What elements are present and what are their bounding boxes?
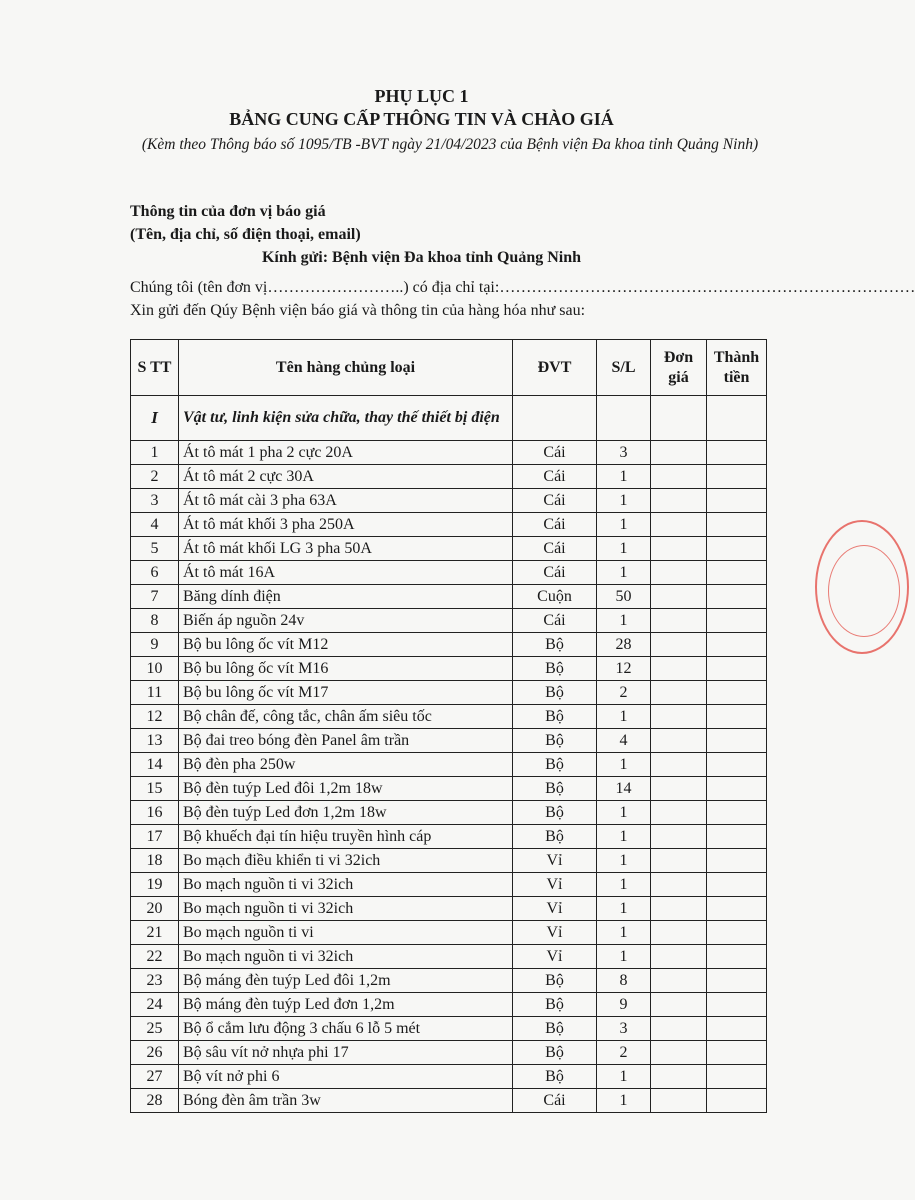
row-name: Bộ bu lông ốc vít M17 xyxy=(179,681,513,705)
row-total xyxy=(707,1017,767,1041)
row-price xyxy=(651,561,707,585)
row-price xyxy=(651,921,707,945)
row-unit: Bộ xyxy=(513,825,597,849)
row-total xyxy=(707,969,767,993)
row-qty: 1 xyxy=(597,801,651,825)
row-total xyxy=(707,633,767,657)
row-unit: Bộ xyxy=(513,753,597,777)
row-name: Bộ máng đèn tuýp Led đôi 1,2m xyxy=(179,969,513,993)
row-qty: 50 xyxy=(597,585,651,609)
row-stt: 4 xyxy=(131,513,179,537)
row-name: Bộ đèn pha 250w xyxy=(179,753,513,777)
row-price xyxy=(651,873,707,897)
document-title: BẢNG CUNG CẤP THÔNG TIN VÀ CHÀO GIÁ xyxy=(229,109,614,129)
row-total xyxy=(707,705,767,729)
greeting: Kính gửi: Bệnh viện Đa khoa tỉnh Quảng Ninh xyxy=(261,249,582,266)
row-unit: Bộ xyxy=(513,993,597,1017)
table-row xyxy=(131,489,767,513)
row-price xyxy=(651,609,707,633)
table-row xyxy=(131,1065,767,1089)
row-name: Bo mạch nguồn ti vi 32ich xyxy=(179,897,513,921)
row-price xyxy=(651,897,707,921)
row-name: Bo mạch nguồn ti vi 32ich xyxy=(179,873,513,897)
table-row xyxy=(131,753,767,777)
row-stt: 2 xyxy=(131,465,179,489)
row-name: Bo mạch nguồn ti vi xyxy=(179,921,513,945)
row-qty: 1 xyxy=(597,825,651,849)
table-row xyxy=(131,705,767,729)
row-name: Biến áp nguồn 24v xyxy=(179,609,513,633)
row-total xyxy=(707,609,767,633)
intro-dots: …………………………………………………………………… xyxy=(499,279,915,296)
table-row xyxy=(131,777,767,801)
row-qty: 1 xyxy=(597,609,651,633)
items-table xyxy=(130,339,767,1113)
group-total xyxy=(707,396,767,441)
row-price xyxy=(651,585,707,609)
row-name: Át tô mát khối LG 3 pha 50A xyxy=(179,537,513,561)
row-stt: 24 xyxy=(131,993,179,1017)
row-total xyxy=(707,1089,767,1113)
row-stt: 28 xyxy=(131,1089,179,1113)
row-unit: Vỉ xyxy=(513,921,597,945)
row-price xyxy=(651,1041,707,1065)
appendix-title: PHỤ LỤC 1 xyxy=(374,86,469,106)
row-total xyxy=(707,921,767,945)
row-stt: 25 xyxy=(131,1017,179,1041)
row-total xyxy=(707,849,767,873)
row-stt: 20 xyxy=(131,897,179,921)
row-name: Át tô mát 2 cực 30A xyxy=(179,465,513,489)
row-total xyxy=(707,801,767,825)
row-unit: Bộ xyxy=(513,1065,597,1089)
row-stt: 10 xyxy=(131,657,179,681)
table-row xyxy=(131,1017,767,1041)
row-total xyxy=(707,897,767,921)
row-qty: 1 xyxy=(597,897,651,921)
row-price xyxy=(651,945,707,969)
row-unit: Bộ xyxy=(513,729,597,753)
row-unit: Vỉ xyxy=(513,897,597,921)
table-row xyxy=(131,873,767,897)
row-stt: 11 xyxy=(131,681,179,705)
row-qty: 1 xyxy=(597,873,651,897)
row-price xyxy=(651,1065,707,1089)
row-name: Bóng đèn âm trần 3w xyxy=(179,1089,513,1113)
intro-request: Xin gửi đến Qúy Bệnh viện báo giá và thông tin của hàng hóa như sau: xyxy=(130,302,586,319)
group-unit xyxy=(513,396,597,441)
row-stt: 12 xyxy=(131,705,179,729)
row-qty: 1 xyxy=(597,705,651,729)
row-stt: 6 xyxy=(131,561,179,585)
table-row xyxy=(131,825,767,849)
row-qty: 4 xyxy=(597,729,651,753)
table-row xyxy=(131,681,767,705)
row-name: Bộ vít nở phi 6 xyxy=(179,1065,513,1089)
row-price xyxy=(651,681,707,705)
row-stt: 17 xyxy=(131,825,179,849)
row-name: Át tô mát 16A xyxy=(179,561,513,585)
row-qty: 1 xyxy=(597,465,651,489)
table-row xyxy=(131,945,767,969)
row-price xyxy=(651,777,707,801)
row-unit: Bộ xyxy=(513,681,597,705)
row-total xyxy=(707,489,767,513)
row-qty: 3 xyxy=(597,1017,651,1041)
col-stt: S TT xyxy=(131,340,179,396)
table-row xyxy=(131,633,767,657)
row-unit: Bộ xyxy=(513,1041,597,1065)
row-total xyxy=(707,1041,767,1065)
row-price xyxy=(651,441,707,465)
row-unit: Cái xyxy=(513,609,597,633)
group-name: Vật tư, linh kiện sửa chữa, thay thế thiết bị điện xyxy=(179,396,513,441)
table-row xyxy=(131,1089,767,1113)
row-name: Bộ đèn tuýp Led đơn 1,2m 18w xyxy=(179,801,513,825)
table-row xyxy=(131,729,767,753)
row-stt: 1 xyxy=(131,441,179,465)
row-qty: 28 xyxy=(597,633,651,657)
row-price xyxy=(651,513,707,537)
vendor-info-fields: (Tên, địa chỉ, số điện thoại, email) xyxy=(130,226,361,243)
row-total xyxy=(707,561,767,585)
row-total xyxy=(707,753,767,777)
row-price xyxy=(651,1089,707,1113)
row-name: Bộ chân đế, công tắc, chân ấm siêu tốc xyxy=(179,705,513,729)
table-row xyxy=(131,441,767,465)
row-price xyxy=(651,537,707,561)
row-price xyxy=(651,1017,707,1041)
row-qty: 12 xyxy=(597,657,651,681)
row-name: Bộ đèn tuýp Led đôi 1,2m 18w xyxy=(179,777,513,801)
table-row xyxy=(131,657,767,681)
row-total xyxy=(707,777,767,801)
row-unit: Vỉ xyxy=(513,873,597,897)
row-stt: 21 xyxy=(131,921,179,945)
row-stt: 14 xyxy=(131,753,179,777)
row-unit: Bộ xyxy=(513,777,597,801)
table-row xyxy=(131,993,767,1017)
row-price xyxy=(651,489,707,513)
row-qty: 1 xyxy=(597,561,651,585)
row-stt: 15 xyxy=(131,777,179,801)
row-qty: 9 xyxy=(597,993,651,1017)
row-qty: 1 xyxy=(597,537,651,561)
row-unit: Bộ xyxy=(513,657,597,681)
row-price xyxy=(651,657,707,681)
row-total xyxy=(707,537,767,561)
col-total: Thành tiền xyxy=(707,340,767,396)
row-price xyxy=(651,969,707,993)
row-stt: 9 xyxy=(131,633,179,657)
row-total xyxy=(707,441,767,465)
row-unit: Cái xyxy=(513,465,597,489)
row-unit: Bộ xyxy=(513,801,597,825)
row-unit: Cái xyxy=(513,513,597,537)
table-row xyxy=(131,537,767,561)
row-unit: Cuộn xyxy=(513,585,597,609)
row-unit: Bộ xyxy=(513,969,597,993)
row-qty: 1 xyxy=(597,753,651,777)
table-row xyxy=(131,465,767,489)
row-total xyxy=(707,513,767,537)
table-row xyxy=(131,849,767,873)
table-group-row xyxy=(131,396,767,441)
row-unit: Cái xyxy=(513,537,597,561)
row-stt: 13 xyxy=(131,729,179,753)
row-name: Át tô mát 1 pha 2 cực 20A xyxy=(179,441,513,465)
row-price xyxy=(651,849,707,873)
row-stt: 26 xyxy=(131,1041,179,1065)
row-name: Băng dính điện xyxy=(179,585,513,609)
row-name: Bộ sâu vít nở nhựa phi 17 xyxy=(179,1041,513,1065)
row-stt: 18 xyxy=(131,849,179,873)
row-qty: 1 xyxy=(597,945,651,969)
row-stt: 19 xyxy=(131,873,179,897)
group-qty xyxy=(597,396,651,441)
row-price xyxy=(651,801,707,825)
row-stt: 27 xyxy=(131,1065,179,1089)
table-row xyxy=(131,969,767,993)
col-unit: ĐVT xyxy=(513,340,597,396)
row-stt: 3 xyxy=(131,489,179,513)
table-row xyxy=(131,609,767,633)
col-name: Tên hàng chủng loại xyxy=(179,340,513,396)
row-qty: 3 xyxy=(597,441,651,465)
row-qty: 1 xyxy=(597,489,651,513)
row-name: Bo mạch điều khiển ti vi 32ich xyxy=(179,849,513,873)
table-row xyxy=(131,561,767,585)
table-row xyxy=(131,585,767,609)
row-total xyxy=(707,1065,767,1089)
intro-line xyxy=(130,279,915,297)
table-row xyxy=(131,897,767,921)
row-stt: 23 xyxy=(131,969,179,993)
table-row xyxy=(131,921,767,945)
row-unit: Bộ xyxy=(513,705,597,729)
row-qty: 14 xyxy=(597,777,651,801)
row-total xyxy=(707,585,767,609)
row-name: Bộ khuếch đại tín hiệu truyền hình cáp xyxy=(179,825,513,849)
row-price xyxy=(651,753,707,777)
row-unit: Bộ xyxy=(513,1017,597,1041)
intro-text: Chúng tôi (tên đơn vị……………………..) có địa chỉ tại: xyxy=(130,279,500,296)
row-qty: 1 xyxy=(597,849,651,873)
row-total xyxy=(707,657,767,681)
row-stt: 7 xyxy=(131,585,179,609)
row-price xyxy=(651,705,707,729)
row-name: Bộ bu lông ốc vít M12 xyxy=(179,633,513,657)
row-stt: 16 xyxy=(131,801,179,825)
red-seal-inner-ring xyxy=(828,545,900,637)
document-note: (Kèm theo Thông báo số 1095/TB -BVT ngày 21/04/2023 của Bệnh viện Đa khoa tỉnh Quảng Ninh) xyxy=(141,136,759,153)
row-price xyxy=(651,993,707,1017)
row-price xyxy=(651,729,707,753)
row-price xyxy=(651,825,707,849)
row-name: Át tô mát cài 3 pha 63A xyxy=(179,489,513,513)
row-total xyxy=(707,681,767,705)
row-name: Bo mạch nguồn ti vi 32ich xyxy=(179,945,513,969)
table-header-row xyxy=(131,340,767,396)
row-name: Bộ bu lông ốc vít M16 xyxy=(179,657,513,681)
row-stt: 22 xyxy=(131,945,179,969)
table-row xyxy=(131,801,767,825)
row-unit: Cái xyxy=(513,561,597,585)
col-price: Đơn giá xyxy=(651,340,707,396)
row-stt: 5 xyxy=(131,537,179,561)
row-qty: 8 xyxy=(597,969,651,993)
row-unit: Cái xyxy=(513,489,597,513)
row-price xyxy=(651,633,707,657)
row-total xyxy=(707,465,767,489)
row-total xyxy=(707,729,767,753)
table-row xyxy=(131,1041,767,1065)
row-total xyxy=(707,825,767,849)
row-qty: 1 xyxy=(597,1065,651,1089)
table-row xyxy=(131,513,767,537)
vendor-info-heading: Thông tin của đơn vị báo giá xyxy=(130,203,326,220)
row-total xyxy=(707,873,767,897)
row-total xyxy=(707,993,767,1017)
row-qty: 1 xyxy=(597,513,651,537)
row-unit: Vỉ xyxy=(513,945,597,969)
row-name: Bộ đai treo bóng đèn Panel âm trần xyxy=(179,729,513,753)
row-unit: Cái xyxy=(513,1089,597,1113)
row-name: Bộ máng đèn tuýp Led đơn 1,2m xyxy=(179,993,513,1017)
row-qty: 2 xyxy=(597,1041,651,1065)
row-name: Bộ ổ cắm lưu động 3 chấu 6 lỗ 5 mét xyxy=(179,1017,513,1041)
row-qty: 1 xyxy=(597,921,651,945)
col-qty: S/L xyxy=(597,340,651,396)
row-qty: 2 xyxy=(597,681,651,705)
group-stt: I xyxy=(131,396,179,441)
row-unit: Vỉ xyxy=(513,849,597,873)
row-stt: 8 xyxy=(131,609,179,633)
row-qty: 1 xyxy=(597,1089,651,1113)
row-price xyxy=(651,465,707,489)
row-total xyxy=(707,945,767,969)
row-unit: Bộ xyxy=(513,633,597,657)
row-name: Át tô mát khối 3 pha 250A xyxy=(179,513,513,537)
group-price xyxy=(651,396,707,441)
row-unit: Cái xyxy=(513,441,597,465)
